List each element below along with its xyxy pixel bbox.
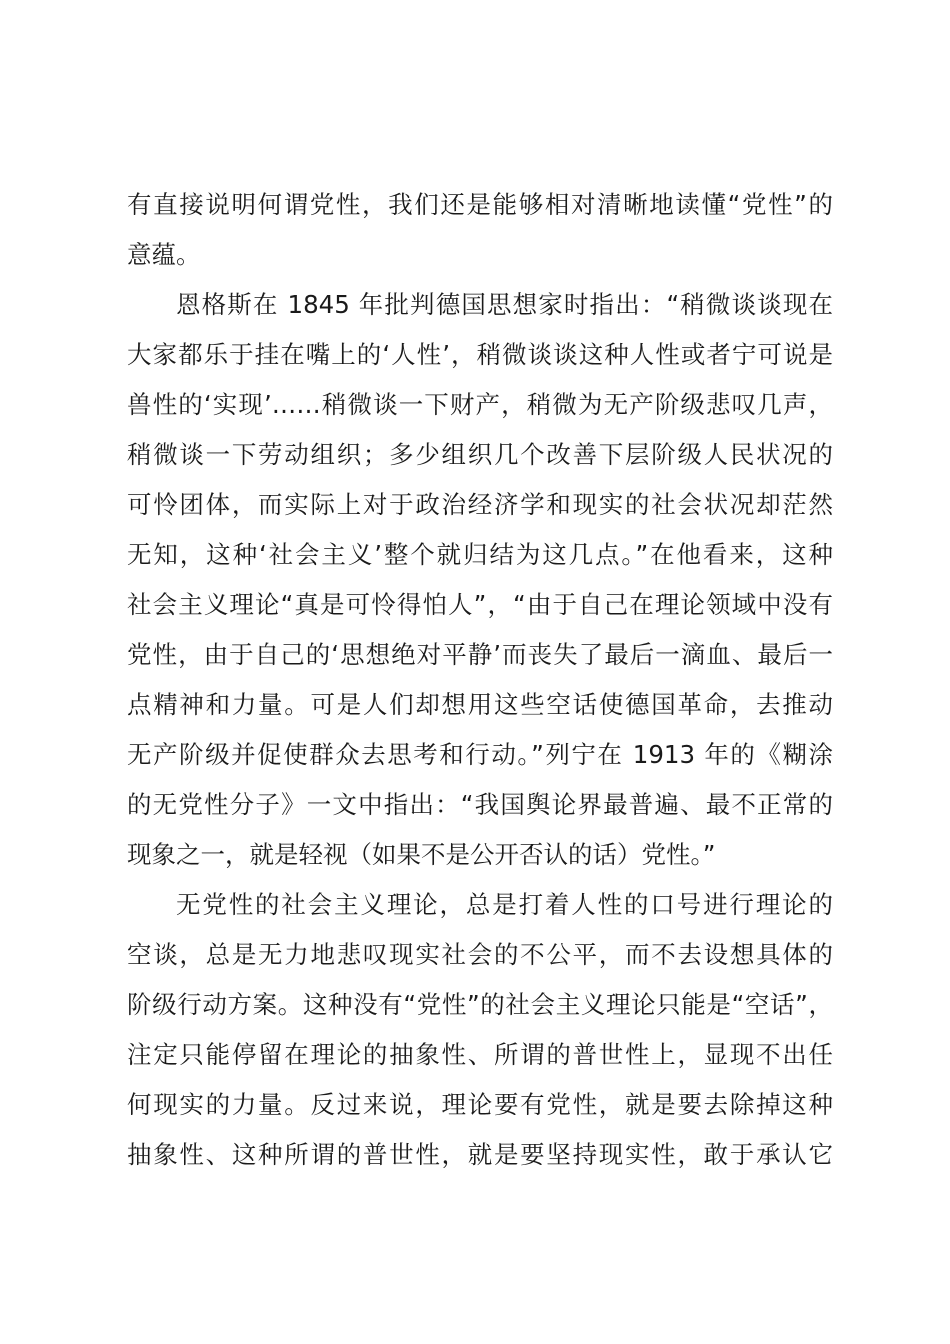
text-line: 抽象性、这种所谓的普世性，就是要坚持现实性，敢于承认它 xyxy=(127,1140,833,1169)
text-line: 有直接说明何谓党性，我们还是能够相对清晰地读懂“党性”的 xyxy=(127,190,833,219)
text-line: 何现实的力量。反过来说，理论要有党性，就是要去除掉这种 xyxy=(127,1090,833,1119)
text-line: 党性，由于自己的‘思想绝对平静’而丧失了最后一滴血、最后一 xyxy=(127,640,833,669)
text-line: 点精神和力量。可是人们却想用这些空话使德国革命，去推动 xyxy=(127,690,833,719)
paragraph-1 xyxy=(127,180,833,280)
text-line: 空谈，总是无力地悲叹现实社会的不公平，而不去设想具体的 xyxy=(127,940,833,969)
text-line: 无党性的社会主义理论，总是打着人性的口号进行理论的 xyxy=(176,890,833,919)
text-line: 无知，这种‘社会主义’整个就归结为这几点。”在他看来，这种 xyxy=(127,540,833,569)
text-line: 意蕴。 xyxy=(127,240,201,269)
text-line: 兽性的‘实现’……稍微谈一下财产，稍微为无产阶级悲叹几声， xyxy=(127,390,833,419)
text-line: 稍微谈一下劳动组织；多少组织几个改善下层阶级人民状况的 xyxy=(127,440,833,469)
paragraph-3 xyxy=(127,880,833,1180)
paragraph-2 xyxy=(127,280,833,880)
text-line: 现象之一，就是轻视（如果不是公开否认的话）党性。” xyxy=(127,840,716,869)
text-line: 无产阶级并促使群众去思考和行动。”列宁在 1913 年的《糊涂 xyxy=(127,740,833,769)
text-line: 恩格斯在 1845 年批判德国思想家时指出：“稍微谈谈现在 xyxy=(176,290,833,319)
text-line: 可怜团体，而实际上对于政治经济学和现实的社会状况却茫然 xyxy=(127,490,833,519)
text-line: 注定只能停留在理论的抽象性、所谓的普世性上，显现不出任 xyxy=(127,1040,833,1069)
text-line: 大家都乐于挂在嘴上的‘人性’，稍微谈谈这种人性或者宁可说是 xyxy=(127,340,833,369)
text-line: 社会主义理论“真是可怜得怕人”，“由于自己在理论领域中没有 xyxy=(127,590,833,619)
body-text xyxy=(127,180,833,1180)
text-line: 阶级行动方案。这种没有“党性”的社会主义理论只能是“空话”， xyxy=(127,990,833,1019)
text-line: 的无党性分子》一文中指出：“我国舆论界最普遍、最不正常的 xyxy=(127,790,833,819)
